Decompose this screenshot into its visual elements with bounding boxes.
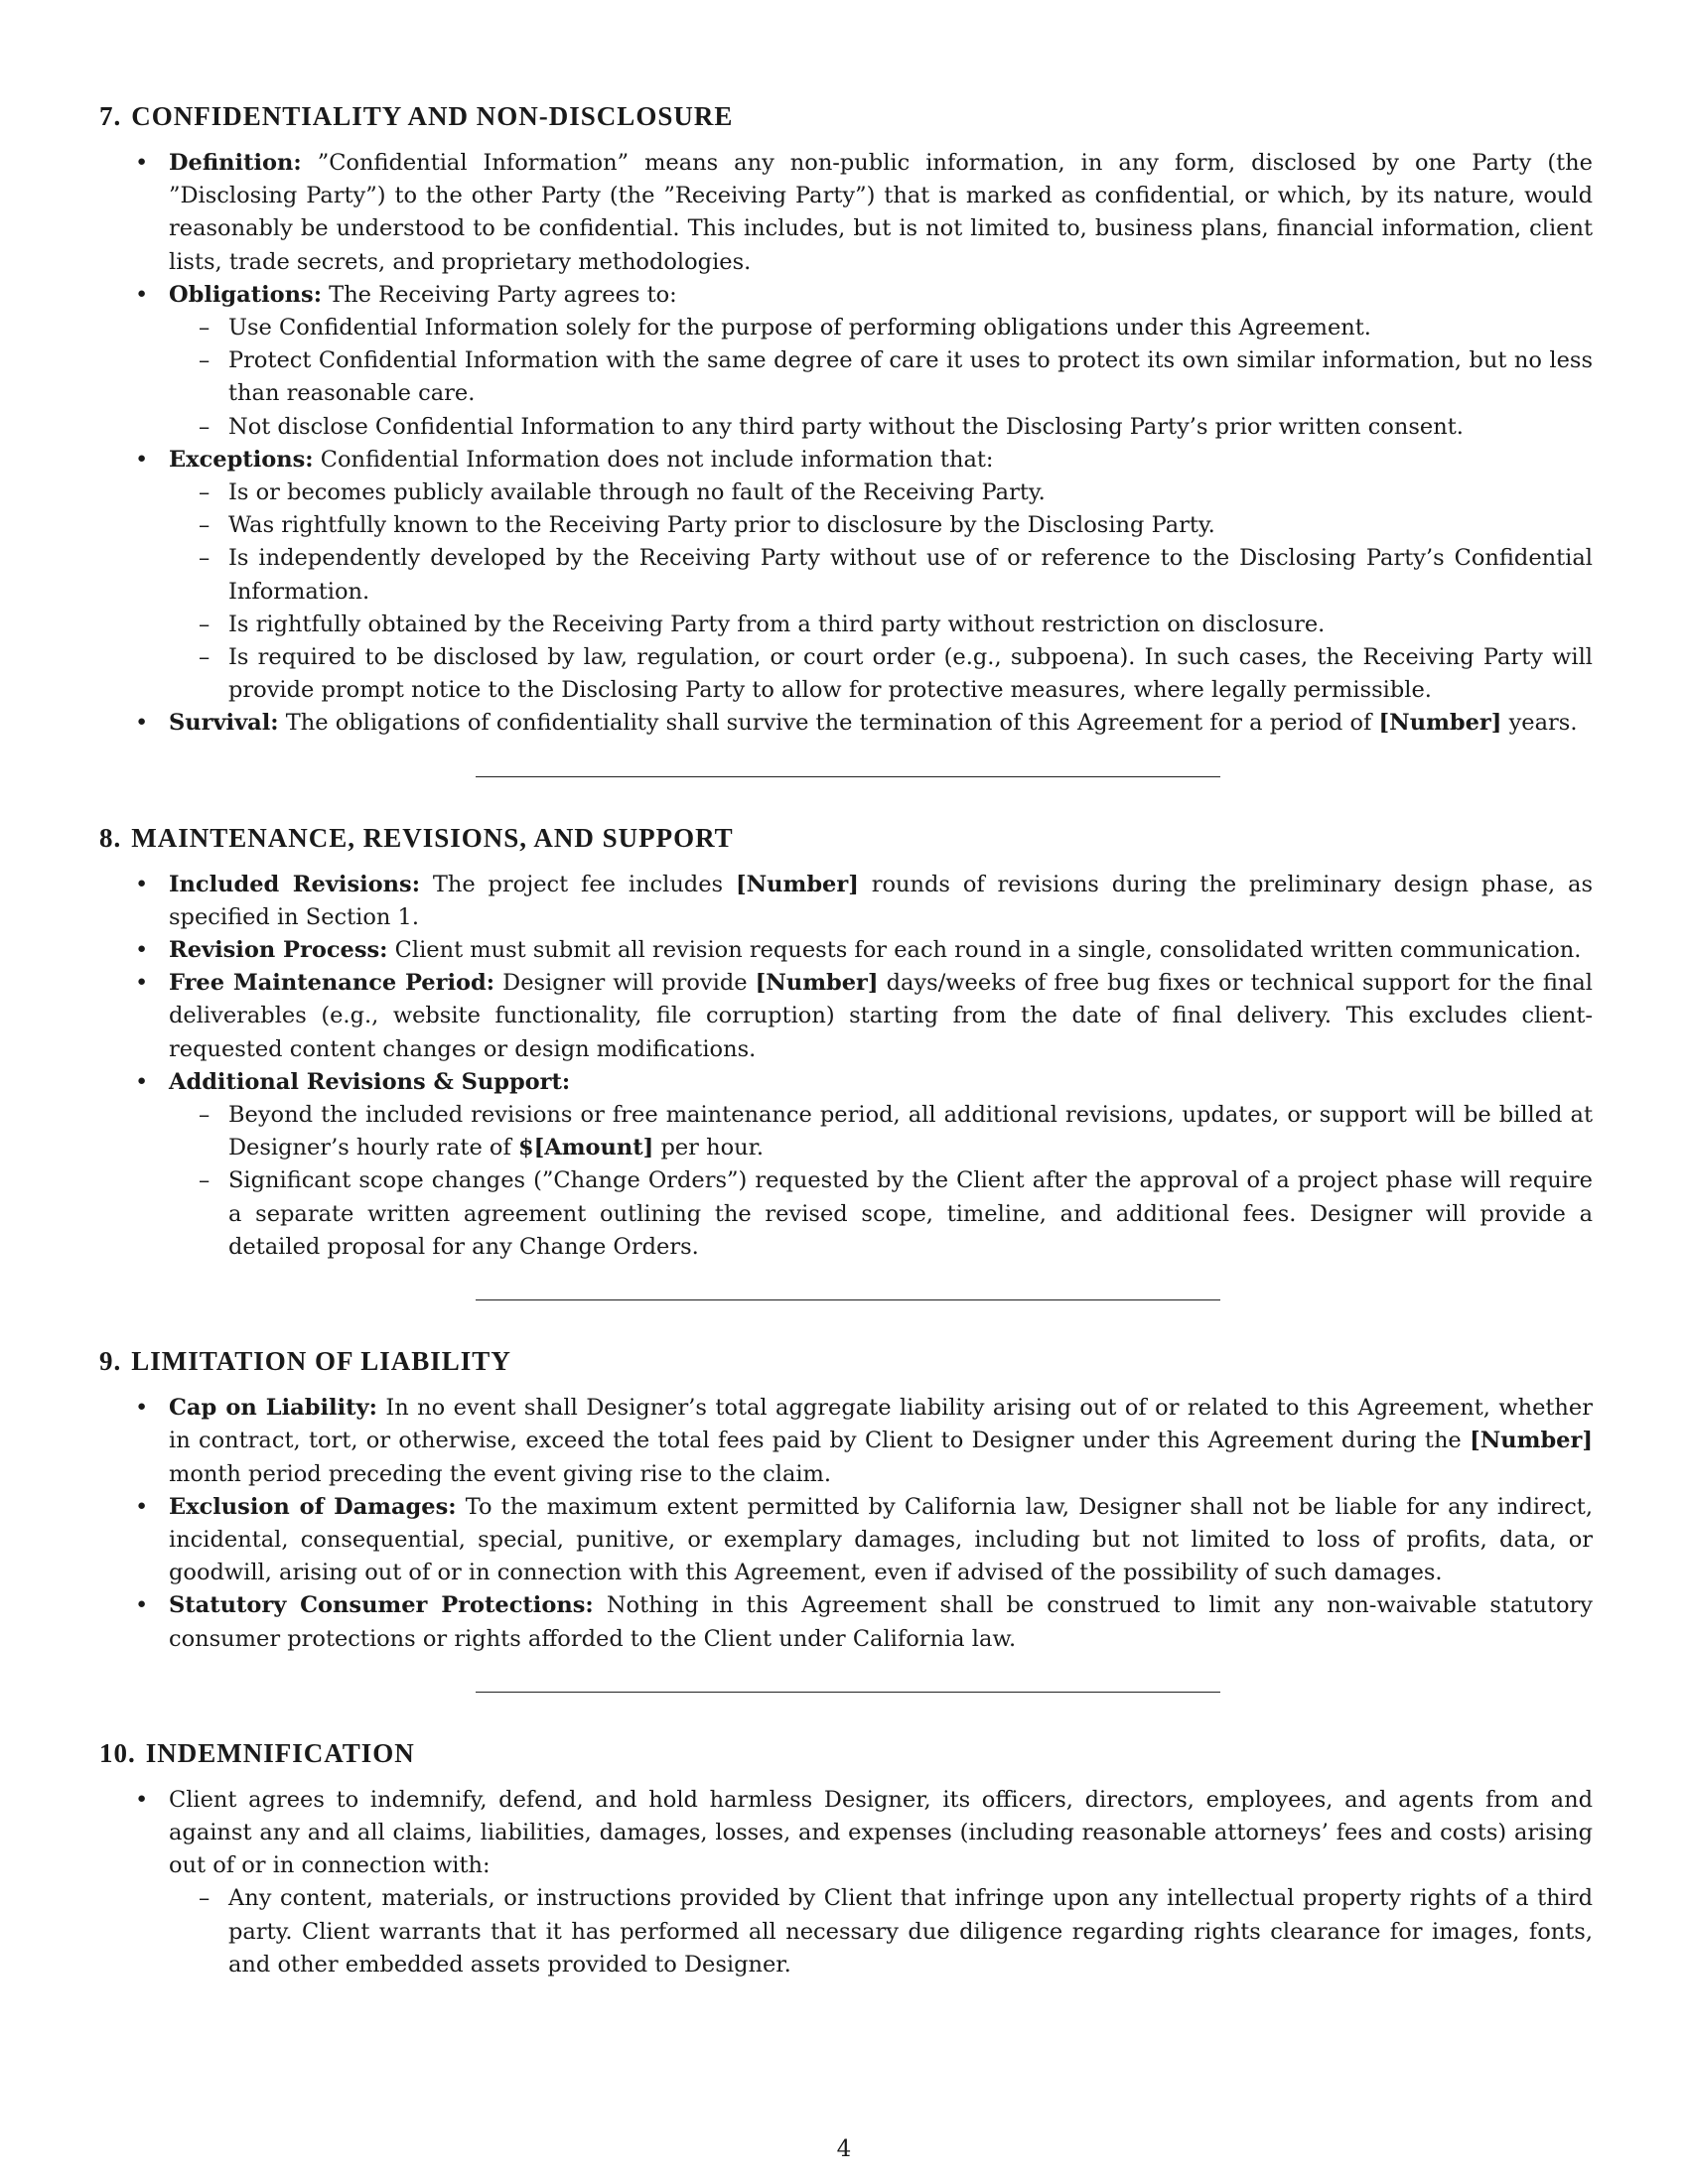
section-confidentiality: [99, 99, 1593, 741]
list-item: • Survival: The obligations of confidentiality shall survive the termination of this Agreement for a period of [Number] years.: [99, 707, 1593, 740]
sub-list-item: – Is rightfully obtained by the Receiving Party from a third party without restriction on disclosure.: [169, 609, 1593, 641]
section-divider: [476, 1299, 1220, 1300]
sub-list-item: – Beyond the included revisions or free maintenance period, all additional revisions, updates, or support will be billed at Designer’s hourly rate of $[Amount] per hour.: [169, 1099, 1593, 1164]
sub-list: [169, 1099, 1593, 1264]
list-item: • Cap on Liability: In no event shall Designer’s total aggregate liability arising out of or related to this Agreement, whether in contract, tort, or otherwise, exceed the total fees paid by Client to Designer under this Agreement during the [Number] month period preceding the event giving rise to the claim.: [99, 1392, 1593, 1491]
list-item: • Statutory Consumer Protections: Nothing in this Agreement shall be construed to limit any non-waivable statutory consumer protections or rights afforded to the Client under California law.: [99, 1589, 1593, 1655]
sub-list: [169, 312, 1593, 444]
sub-list-item: – Not disclose Confidential Information to any third party without the Disclosing Party’s prior written consent.: [169, 411, 1593, 444]
sub-list-item: – Is required to be disclosed by law, regulation, or court order (e.g., subpoena). In such cases, the Receiving Party will provide prompt notice to the Disclosing Party to allow for protective measures, where legally permissible.: [169, 641, 1593, 707]
section-heading: 9. LIMITATION OF LIABILITY: [99, 1346, 511, 1377]
list-item: • Included Revisions: The project fee includes [Number] rounds of revisions during the preliminary design phase, as specified in Section 1.: [99, 869, 1593, 934]
sub-list-item: – Protect Confidential Information with the same degree of care it uses to protect its own similar information, but no less than reasonable care.: [169, 344, 1593, 410]
sub-list-item: – Is independently developed by the Receiving Party without use of or reference to the Disclosing Party’s Confidential Information.: [169, 542, 1593, 608]
sub-list-item: – Any content, materials, or instructions provided by Client that infringe upon any intellectual property rights of a third party. Client warrants that it has performed all necessary due diligence regarding rights clearance for images, fonts, and other embedded assets provided to Designer.: [169, 1882, 1593, 1981]
section-divider: [476, 776, 1220, 777]
list-item: • Additional Revisions & Support: – Beyond the included revisions or free maintenance period, all additional revisions, updates, or support will be billed at Designer’s hourly rate of $[Amount] per hour. – Significant scope changes (”Change Orders”) requested by the Client after the approval of a project phase will require a separate written agreement outlining the revised scope, timeline, and additional fees. Designer will provide a detailed proposal for any Change Orders.: [99, 1066, 1593, 1264]
section-heading: 8. MAINTENANCE, REVISIONS, AND SUPPORT: [99, 822, 734, 853]
list-item: • Free Maintenance Period: Designer will provide [Number] days/weeks of free bug fixes or technical support for the final deliverables (e.g., website functionality, file corruption) starting from the date of final delivery. This excludes client-requested content changes or design modifications.: [99, 967, 1593, 1066]
section-divider: [476, 1692, 1220, 1693]
section-heading: 7. CONFIDENTIALITY AND NON-DISCLOSURE: [99, 101, 734, 131]
section-heading: 10. INDEMNIFICATION: [99, 1737, 415, 1768]
sub-list-item: – Significant scope changes (”Change Orders”) requested by the Client after the approval of a project phase will require a separate written agreement outlining the revised scope, timeline, and additional fees. Designer will provide a detailed proposal for any Change Orders.: [169, 1164, 1593, 1264]
section-indemnification: [99, 1736, 1593, 1981]
amount-placeholder: $[Amount]: [517, 1135, 654, 1161]
sub-list-item: – Is or becomes publicly available through no fault of the Receiving Party.: [169, 477, 1593, 509]
section-liability: [99, 1344, 1593, 1656]
list-item: • Client agrees to indemnify, defend, and hold harmless Designer, its officers, directors, employees, and agents from and against any and all claims, liabilities, damages, losses, and expenses (including reasonable attorneys’ fees and costs) arising out of or in connection with: – Any content, materials, or instructions provided by Client that infringe upon any intellectual property rights of a third party. Client warrants that it has performed all necessary due diligence regarding rights clearance for images, fonts, and other embedded assets provided to Designer.: [99, 1784, 1593, 1981]
list-item: • Revision Process: Client must submit all revision requests for each round in a single, consolidated written communication.: [99, 934, 1593, 967]
section-maintenance: [99, 821, 1593, 1264]
sub-list-item: – Was rightfully known to the Receiving Party prior to disclosure by the Disclosing Party.: [169, 509, 1593, 542]
sub-list: [169, 477, 1593, 707]
sub-list: [169, 1882, 1593, 1981]
bullet-list: [99, 1392, 1593, 1656]
bullet-list: [99, 869, 1593, 1264]
page-number: 4: [836, 2136, 852, 2162]
list-item: • Definition: ”Confidential Information” means any non-public information, in any form, disclosed by one Party (the ”Disclosing Party”) to the other Party (the ”Receiving Party”) that is marked as confidential, or which, by its nature, would reasonably be understood to be confidential. This includes, but is not limited to, business plans, financial information, client lists, trade secrets, and proprietary methodologies.: [99, 147, 1593, 279]
sub-list-item: – Use Confidential Information solely for the purpose of performing obligations under this Agreement.: [169, 312, 1593, 344]
bullet-list: [99, 147, 1593, 741]
bullet-list: [99, 1784, 1593, 1981]
list-item: • Obligations: The Receiving Party agrees to: – Use Confidential Information solely for the purpose of performing obligations under this Agreement. – Protect Confidential Information with the same degree of care it uses to protect its own similar information, but no less than reasonable care. – Not disclose Confidential Information to any third party without the Disclosing Party’s prior written consent.: [99, 279, 1593, 444]
list-item: • Exclusion of Damages: To the maximum extent permitted by California law, Designer shall not be liable for any indirect, incidental, consequential, special, punitive, or exemplary damages, including but not limited to loss of profits, data, or goodwill, arising out of or in connection with this Agreement, even if advised of the possibility of such damages.: [99, 1491, 1593, 1590]
list-item: • Exceptions: Confidential Information does not include information that: – Is or becomes publicly available through no fault of the Receiving Party. – Was rightfully known to the Receiving Party prior to disclosure by the Disclosing Party. – Is independently developed by the Receiving Party without use of or reference to the Disclosing Party’s Confidential Information. – Is rightfully obtained by the Receiving Party from a third party without restriction on disclosure. – Is required to be disclosed by law, regulation, or court order (e.g., subpoena). In such cases, the Receiving Party will provide prompt notice to the Disclosing Party to allow for protective measures, where legally permissible.: [99, 444, 1593, 708]
